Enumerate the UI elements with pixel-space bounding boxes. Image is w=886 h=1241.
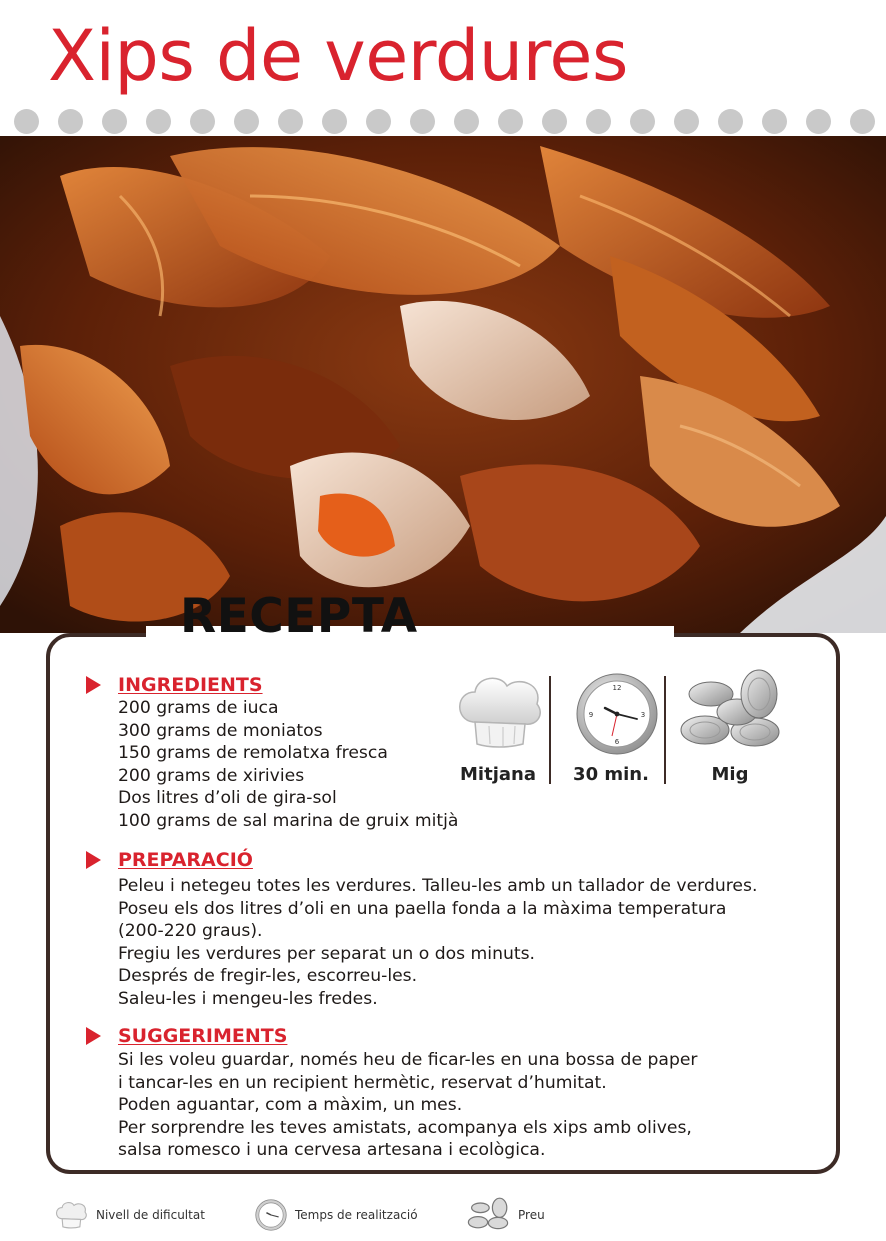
chef-hat-icon (54, 1198, 88, 1232)
section-ingredients (86, 673, 263, 697)
suggeriment-line: i tancar-les en un recipient hermètic, reservat d’humitat. (118, 1072, 607, 1093)
suggeriment-line: Si les voleu guardar, només heu de ficar-les en una bossa de paper (118, 1050, 698, 1070)
divider-dot (146, 109, 171, 134)
divider-dot (278, 109, 303, 134)
divider-dot (58, 109, 83, 134)
section-label-suggeriments: SUGGERIMENTS (118, 1025, 288, 1047)
preparacio-line: Poseu els dos litres d’oli en una paella fonda a la màxima temperatura (118, 898, 727, 919)
legend-price (466, 1195, 545, 1235)
legend-difficulty (54, 1195, 205, 1235)
coins-icon (675, 668, 785, 756)
preparacio-line: Després de fregir-les, escorreu-les. (118, 966, 418, 986)
vegetable-chips-photo (0, 136, 886, 633)
triangle-arrow-icon (86, 851, 101, 869)
ingredients-list (118, 697, 458, 832)
divider-dot (630, 109, 655, 134)
divider-dot (454, 109, 479, 134)
difficulty-info (450, 672, 546, 785)
price-info (672, 672, 788, 785)
preparacio-line: Saleu-les i mengeu-les fredes. (118, 988, 378, 1009)
coins-icon (466, 1197, 510, 1233)
time-info (558, 672, 664, 785)
suggeriment-line: Per sorprendre les teves amistats, acompanya els xips amb olives, (118, 1117, 692, 1138)
divider-dot (14, 109, 39, 134)
suggeriment-line: salsa romesco i una cervesa artesana i ecològica. (118, 1140, 546, 1160)
svg-text:3: 3 (640, 711, 645, 719)
divider-dot (718, 109, 743, 134)
divider-dot (586, 109, 611, 134)
section-label-preparacio: PREPARACIÓ (118, 849, 253, 871)
divider-dot (498, 109, 523, 134)
svg-text:6: 6 (614, 738, 619, 746)
ingredient-line: 100 grams de sal marina de gruix mitjà (118, 810, 459, 831)
clock-icon (255, 1199, 287, 1231)
triangle-arrow-icon (86, 1027, 101, 1045)
divider-dot (234, 109, 259, 134)
divider-dot (806, 109, 831, 134)
recepta-heading: RECEPTA (180, 589, 418, 644)
divider-dot (102, 109, 127, 134)
divider-dot (850, 109, 875, 134)
triangle-arrow-icon (86, 676, 101, 694)
legend-time (255, 1195, 418, 1235)
recipe-info-panel (450, 672, 790, 790)
ingredient-line: Dos litres d’oli de gira-sol (118, 788, 337, 808)
ingredient-line: 200 grams de xirivies (118, 765, 305, 786)
page-title: Xips de verdures (48, 15, 628, 97)
legend-difficulty-label: Nivell de dificultat (96, 1208, 205, 1222)
preparacio-line: (200-220 graus). (118, 921, 263, 941)
divider-dot (542, 109, 567, 134)
divider-dot (366, 109, 391, 134)
dot-divider (14, 109, 884, 135)
difficulty-value: Mitjana (460, 764, 536, 785)
preparacio-list (118, 875, 757, 1010)
ingredient-line: 150 grams de remolatxa fresca (118, 743, 388, 763)
price-value: Mig (711, 764, 749, 785)
ingredient-line: 200 grams de iuca (118, 698, 279, 718)
svg-text:9: 9 (588, 711, 593, 719)
svg-text:12: 12 (612, 684, 621, 692)
legend-time-label: Temps de realització (295, 1208, 418, 1222)
ingredient-line: 300 grams de moniatos (118, 720, 323, 741)
section-label-ingredients: INGREDIENTS (118, 674, 263, 696)
divider-dot (674, 109, 699, 134)
time-value: 30 min. (573, 764, 649, 785)
clock-icon (575, 672, 659, 756)
legend-price-label: Preu (518, 1208, 545, 1222)
divider-dot (322, 109, 347, 134)
divider-dot (410, 109, 435, 134)
suggeriment-line: Poden aguantar, com a màxim, un mes. (118, 1095, 463, 1115)
preparacio-line: Fregiu les verdures per separat un o dos minuts. (118, 943, 536, 964)
divider-dot (762, 109, 787, 134)
chef-hat-icon (453, 672, 545, 752)
section-preparacio (86, 848, 253, 872)
hero-photo (0, 136, 886, 633)
suggeriments-list (118, 1049, 698, 1162)
preparacio-line: Peleu i netegeu totes les verdures. Talleu-les amb un tallador de verdures. (118, 876, 758, 896)
section-suggeriments (86, 1024, 287, 1048)
divider-dot (190, 109, 215, 134)
